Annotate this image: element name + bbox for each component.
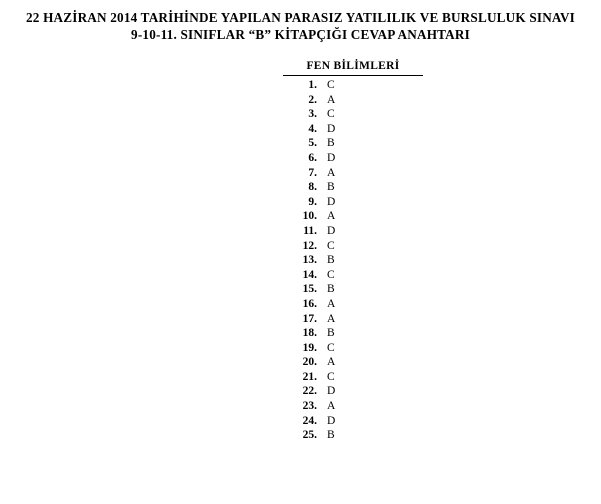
answer-row: [283, 167, 433, 182]
answer-letter: A: [327, 400, 336, 413]
answer-letter: C: [327, 239, 335, 252]
answer-letter: D: [327, 224, 336, 237]
answer-row: [283, 240, 433, 255]
question-number: 22.: [302, 385, 317, 398]
answer-row: [283, 210, 433, 225]
answer-row: [283, 283, 433, 298]
answer-letter: B: [327, 429, 335, 442]
question-number: 2.: [308, 93, 317, 106]
answer-row: [283, 152, 433, 167]
question-number: 14.: [302, 268, 317, 281]
answer-letter: B: [327, 327, 335, 340]
answer-row: [283, 327, 433, 342]
answer-row: [283, 371, 433, 386]
question-number: 11.: [303, 224, 317, 237]
question-number: 25.: [302, 429, 317, 442]
question-number: 20.: [302, 356, 317, 369]
answer-letter: B: [327, 181, 335, 194]
answer-letter: B: [327, 254, 335, 267]
answer-letter: A: [327, 356, 336, 369]
answer-letter: A: [327, 210, 336, 223]
question-number: 5.: [308, 137, 317, 150]
column-divider: [283, 75, 423, 76]
answer-letter: A: [327, 297, 336, 310]
answer-row: [283, 313, 433, 328]
question-number: 17.: [302, 312, 317, 325]
question-number: 3.: [308, 108, 317, 121]
answer-row: [283, 225, 433, 240]
question-number: 15.: [302, 283, 317, 296]
question-number: 9.: [308, 195, 317, 208]
answer-letter: B: [327, 283, 335, 296]
answer-row: [283, 269, 433, 284]
column-header: FEN BİLİMLERİ: [306, 60, 400, 72]
answer-row: [283, 108, 433, 123]
answer-list: [283, 79, 433, 444]
question-number: 24.: [302, 414, 317, 427]
answer-letter: C: [327, 79, 335, 91]
question-number: 4.: [308, 122, 317, 135]
answer-letter: C: [327, 268, 335, 281]
title-line-2: 9-10-11. SINIFLAR “B” KİTAPÇIĞI CEVAP ANAHTARI: [131, 27, 470, 42]
answer-letter: C: [327, 370, 335, 383]
answer-row: [283, 429, 433, 444]
answer-letter: D: [327, 414, 336, 427]
question-number: 19.: [302, 341, 317, 354]
answer-letter: A: [327, 312, 336, 325]
question-number: 1.: [308, 79, 317, 91]
question-number: 12.: [302, 239, 317, 252]
question-number: 23.: [302, 400, 317, 413]
title-line-1: 22 HAZİRAN 2014 TARİHİNDE YAPILAN PARASIZ YATILILIK VE BURSLULUK SINAVI: [25, 10, 576, 25]
answer-letter: D: [327, 151, 336, 164]
question-number: 18.: [302, 327, 317, 340]
question-number: 6.: [308, 151, 317, 164]
question-number: 8.: [308, 181, 317, 194]
answer-row: [283, 298, 433, 313]
answer-row: [283, 123, 433, 138]
answer-letter: B: [327, 137, 335, 150]
answer-row: [283, 181, 433, 196]
answer-letter: A: [327, 166, 336, 179]
answer-row: [283, 254, 433, 269]
answer-row: [283, 385, 433, 400]
answer-row: [283, 356, 433, 371]
answer-column-science: [283, 60, 433, 444]
answer-row: [283, 342, 433, 357]
answer-letter: A: [327, 93, 336, 106]
answer-row: [283, 137, 433, 152]
answer-row: [283, 196, 433, 211]
answer-row: [283, 415, 433, 430]
document-title: [0, 0, 601, 43]
answer-letter: D: [327, 195, 336, 208]
question-number: 16.: [302, 297, 317, 310]
answer-letter: C: [327, 341, 335, 354]
answer-row: [283, 79, 433, 94]
answer-letter: C: [327, 108, 335, 121]
answer-row: [283, 94, 433, 109]
answer-row: [283, 400, 433, 415]
answer-letter: D: [327, 385, 336, 398]
question-number: 21.: [302, 370, 317, 383]
question-number: 10.: [302, 210, 317, 223]
question-number: 7.: [308, 166, 317, 179]
question-number: 13.: [302, 254, 317, 267]
answer-letter: D: [327, 122, 336, 135]
